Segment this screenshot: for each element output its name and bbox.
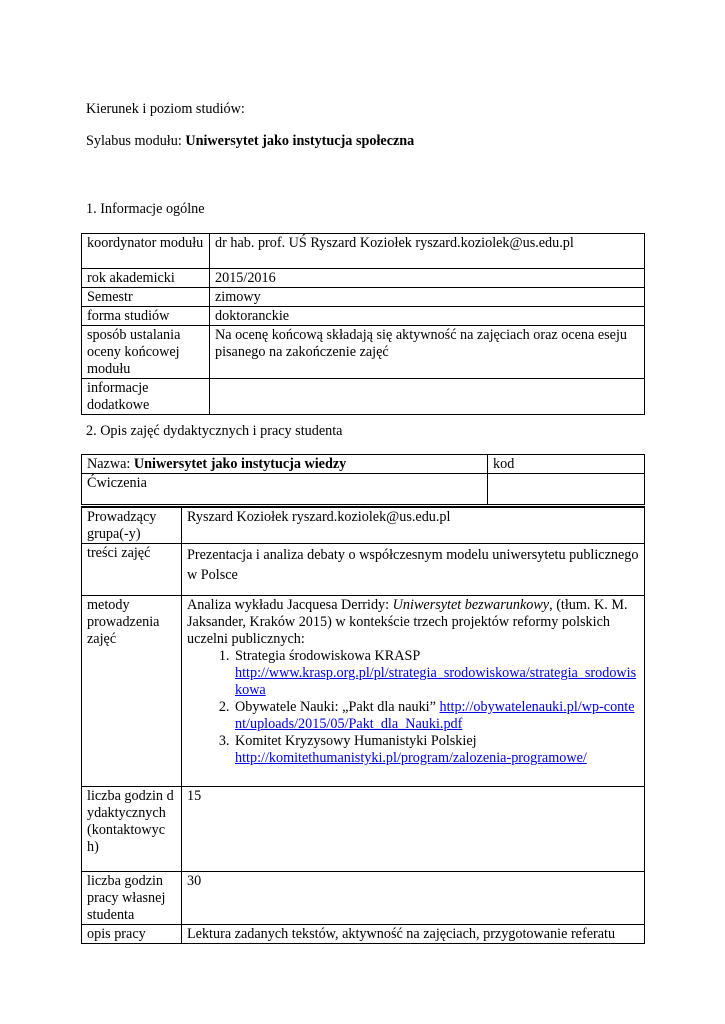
section1-heading: 1. Informacje ogólne [86,201,205,217]
value-ocena: Na ocenę końcową składają się aktywność na zajęciach oraz ocena eseju pisanego na zakończenie zajęć [210,326,645,379]
label-ocena: sposób ustalania oceny końcowej modułu [82,326,210,379]
kod-value [488,474,645,505]
label-metody: metody prowadzenia zajęć [82,596,182,787]
section2-heading: 2. Opis zajęć dydaktycznych i pracy studenta [86,423,343,439]
header-line-1: Kierunek i poziom studiów: [86,101,245,117]
list-item-text: Strategia środowiskowa KRASP [235,648,421,664]
value-metody [182,596,645,787]
label-godziny-kontaktowe: liczba godzin dydaktycznych (kontaktowych) [82,787,182,872]
list-item [233,648,639,699]
metody-intro-text-1: Analiza wykładu Jacquesa Derridy: [187,597,393,613]
syllabus-title [86,133,414,150]
krasp-link[interactable]: http://www.krasp.org.pl/pl/strategia_srodowiskowa/strategia_srodowiskowa [235,665,637,698]
list-item [233,733,639,767]
course-name-cell [82,455,488,474]
value-tresci: Prezentacja i analiza debaty o współczesnym modelu uniwersytetu publicznego w Polsce [182,544,645,596]
metody-intro-italic: Uniwersytet bezwarunkowy [392,597,550,613]
course-name: Uniwersytet jako instytucja wiedzy [133,456,347,472]
label-informacje: informacje dodatkowe [82,379,210,415]
value-rok: 2015/2016 [210,269,645,288]
label-koordynator: koordynator modułu [82,234,210,269]
label-tresci: treści zajęć [82,544,182,596]
course-name-prefix: Nazwa: [87,456,134,472]
label-forma: forma studiów [82,307,210,326]
course-name-table [81,454,645,505]
pakt-link[interactable]: http://obywatelenauki.pl/wp-content/uploads/2015/05/Pakt_dla_Nauki.pdf [235,699,635,732]
label-prowadzacy: Prowadzący grupa(-y) [82,507,182,544]
label-godziny-wlasne: liczba godzin pracy własnej studenta [82,872,182,925]
reform-projects-list [187,648,639,767]
general-info-table [81,233,645,415]
list-item-text: Komitet Kryzysowy Humanistyki Polskiej [235,733,477,749]
course-details-table [81,506,645,944]
label-rok: rok akademicki [82,269,210,288]
kod-label: kod [488,455,645,474]
value-opis-pracy: Lektura zadanych tekstów, aktywność na zajęciach, przygotowanie referatu [182,925,645,944]
label-opis-pracy: opis pracy [82,925,182,944]
syllabus-title-name: Uniwersytet jako instytucja społeczna [185,133,415,149]
value-forma: doktoranckie [210,307,645,326]
value-semestr: zimowy [210,288,645,307]
value-prowadzacy: Ryszard Koziołek ryszard.koziolek@us.edu.pl [182,507,645,544]
value-informacje [210,379,645,415]
metody-intro-text-2: , (tłum. K. M. Jaksander, Kraków 2015) w kontekście trzech projektów reformy polskich uczelni publicznych: [187,597,628,647]
metody-intro [187,597,639,648]
list-item [233,699,639,733]
list-item-text: Obywatele Nauki: „Pakt dla nauki” [235,699,440,715]
course-type: Ćwiczenia [82,474,488,505]
syllabus-title-prefix: Sylabus modułu: [86,133,186,149]
komitet-link[interactable]: http://komitethumanistyki.pl/program/zalozenia-programowe/ [235,750,587,766]
value-godziny-wlasne: 30 [182,872,645,925]
value-godziny-kontaktowe: 15 [182,787,645,872]
label-semestr: Semestr [82,288,210,307]
value-koordynator: dr hab. prof. UŚ Ryszard Koziołek ryszard.koziolek@us.edu.pl [210,234,645,269]
